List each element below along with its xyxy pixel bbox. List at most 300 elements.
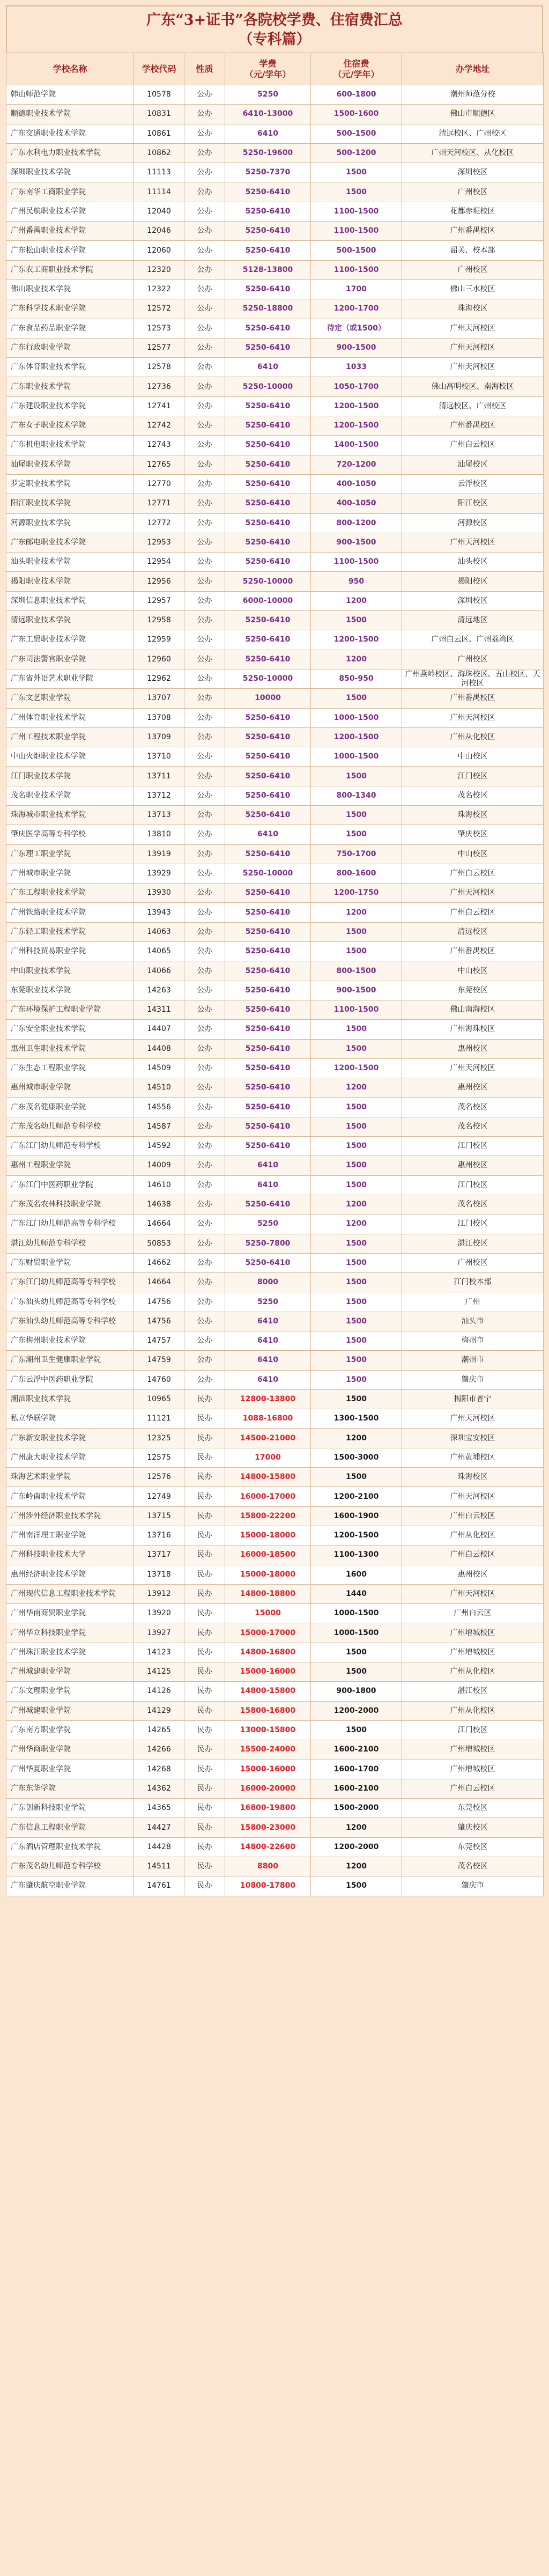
tuition-fee-cell: 16000-20000: [225, 1779, 311, 1798]
campus-location-cell: 广州: [402, 1292, 544, 1312]
school-type-cell: 公办: [184, 611, 225, 630]
header-code: 学校代码: [134, 53, 184, 85]
school-code-cell: 14509: [134, 1058, 184, 1078]
school-type-cell: 公办: [184, 572, 225, 591]
accommodation-fee-cell: 1200: [311, 1078, 402, 1098]
accommodation-fee-cell: 850-950: [311, 669, 402, 688]
school-name-cell: 广州涉外经济职业技术学院: [6, 1506, 134, 1526]
school-name-cell: 广东司法警官职业学院: [6, 650, 134, 669]
campus-location-cell: 广州番禺校区: [402, 689, 544, 708]
school-type-cell: 公办: [184, 786, 225, 805]
school-code-cell: 12957: [134, 591, 184, 610]
tuition-fee-cell: 5250-6410: [225, 1117, 311, 1136]
table-row: [6, 747, 544, 767]
school-code-cell: 12956: [134, 572, 184, 591]
accommodation-fee-cell: 1600-2100: [311, 1740, 402, 1760]
school-name-cell: 潮汕职业技术学院: [6, 1389, 134, 1409]
school-name-cell: 惠州经济职业技术学院: [6, 1565, 134, 1584]
accommodation-fee-cell: 1500: [311, 1273, 402, 1292]
tuition-fee-cell: 5250-6410: [225, 708, 311, 727]
school-code-cell: 11113: [134, 163, 184, 182]
accommodation-fee-cell: 1200-2000: [311, 1701, 402, 1720]
school-type-cell: 民办: [184, 1837, 225, 1857]
accommodation-fee-cell: 1100-1500: [311, 260, 402, 279]
accommodation-fee-cell: 1000-1500: [311, 1604, 402, 1623]
accommodation-fee-cell: 1500: [311, 689, 402, 708]
school-type-cell: 民办: [184, 1526, 225, 1545]
accommodation-fee-cell: 500-1200: [311, 143, 402, 163]
accommodation-fee-cell: 1500: [311, 1876, 402, 1896]
school-name-cell: 汕尾职业技术学院: [6, 455, 134, 474]
school-name-cell: 广东建设职业技术学院: [6, 396, 134, 416]
school-code-cell: 14664: [134, 1273, 184, 1292]
school-code-cell: 13707: [134, 689, 184, 708]
school-code-cell: 12770: [134, 474, 184, 494]
school-type-cell: 公办: [184, 884, 225, 903]
tuition-fee-cell: 15800-23000: [225, 1818, 311, 1837]
school-name-cell: 私立华联学院: [6, 1409, 134, 1429]
school-code-cell: 14311: [134, 1000, 184, 1019]
accommodation-fee-cell: 1500: [311, 1312, 402, 1331]
campus-location-cell: 揭阳市普宁: [402, 1389, 544, 1409]
tuition-fee-cell: 5250-7800: [225, 1234, 311, 1253]
school-type-cell: 公办: [184, 650, 225, 669]
school-type-cell: 公办: [184, 825, 225, 844]
accommodation-fee-cell: 1200-1500: [311, 416, 402, 436]
school-code-cell: 13712: [134, 786, 184, 805]
accommodation-fee-cell: 待定（或1500）: [311, 319, 402, 338]
school-type-cell: 公办: [184, 805, 225, 825]
tuition-fee-cell: 5250-6410: [225, 1195, 311, 1214]
table-row: [6, 1117, 544, 1136]
tuition-fee-cell: 5250-6410: [225, 786, 311, 805]
tuition-fee-cell: 5250-6410: [225, 922, 311, 941]
table-row: [6, 553, 544, 572]
campus-location-cell: 江门校区: [402, 767, 544, 786]
school-type-cell: 民办: [184, 1779, 225, 1798]
school-type-cell: 公办: [184, 922, 225, 941]
campus-location-cell: 广州白云区: [402, 1604, 544, 1623]
school-code-cell: 12040: [134, 202, 184, 221]
campus-location-cell: 广州天河校区: [402, 1058, 544, 1078]
school-code-cell: 13716: [134, 1526, 184, 1545]
tuition-fee-cell: 5250-6410: [225, 747, 311, 767]
school-name-cell: 广东汕头幼儿师范高等专科学校: [6, 1312, 134, 1331]
school-type-cell: 公办: [184, 1331, 225, 1351]
accommodation-fee-cell: 1100-1500: [311, 1000, 402, 1019]
school-name-cell: 广州体育职业技术学院: [6, 708, 134, 727]
school-code-cell: 50853: [134, 1234, 184, 1253]
tuition-fee-cell: 8000: [225, 1273, 311, 1292]
tuition-fee-cell: 6410: [225, 358, 311, 377]
school-name-cell: 广东文理职业学院: [6, 1682, 134, 1701]
school-name-cell: 广东体育职业技术学院: [6, 358, 134, 377]
school-name-cell: 广东文艺职业学院: [6, 689, 134, 708]
campus-location-cell: 广州校区: [402, 182, 544, 202]
school-code-cell: 12959: [134, 630, 184, 650]
school-code-cell: 13708: [134, 708, 184, 727]
tuition-fee-cell: 6410: [225, 1175, 311, 1195]
school-type-cell: 公办: [184, 163, 225, 182]
accommodation-fee-cell: 1500: [311, 1137, 402, 1156]
school-name-cell: 珠海城市职业技术学院: [6, 805, 134, 825]
school-name-cell: 广州华南商贸职业学院: [6, 1604, 134, 1623]
accommodation-fee-cell: 1600-1700: [311, 1760, 402, 1779]
tuition-fee-cell: 14800-22600: [225, 1837, 311, 1857]
school-code-cell: 14428: [134, 1837, 184, 1857]
school-name-cell: 广州南洋理工职业学院: [6, 1526, 134, 1545]
tuition-fee-cell: 5250-7370: [225, 163, 311, 182]
school-name-cell: 广州城建职业学院: [6, 1662, 134, 1682]
school-code-cell: 13715: [134, 1506, 184, 1526]
school-code-cell: 12322: [134, 279, 184, 299]
school-name-cell: 广东食品药品职业学院: [6, 319, 134, 338]
school-name-cell: 广东岭南职业技术学院: [6, 1487, 134, 1506]
school-code-cell: 13912: [134, 1584, 184, 1603]
school-type-cell: 民办: [184, 1799, 225, 1818]
table-row: [6, 572, 544, 591]
accommodation-fee-cell: 1200: [311, 591, 402, 610]
campus-location-cell: 广州从化校区: [402, 1526, 544, 1545]
school-code-cell: 13919: [134, 844, 184, 864]
school-type-cell: 公办: [184, 1292, 225, 1312]
tuition-fee-cell: 6410: [225, 825, 311, 844]
tuition-fee-cell: 5250-6410: [225, 436, 311, 455]
campus-location-cell: 揭阳校区: [402, 572, 544, 591]
school-type-cell: 公办: [184, 553, 225, 572]
school-code-cell: 13713: [134, 805, 184, 825]
school-name-cell: 广州城建职业学院: [6, 1701, 134, 1720]
accommodation-fee-cell: 1200: [311, 1215, 402, 1234]
school-type-cell: 公办: [184, 85, 225, 105]
school-type-cell: 公办: [184, 1156, 225, 1175]
school-name-cell: 广东行政职业学院: [6, 338, 134, 357]
accommodation-fee-cell: 500-1500: [311, 241, 402, 260]
school-name-cell: 广东生态工程职业学院: [6, 1058, 134, 1078]
school-type-cell: 公办: [184, 222, 225, 241]
accommodation-fee-cell: 1500: [311, 1292, 402, 1312]
campus-location-cell: 广州校区: [402, 260, 544, 279]
school-type-cell: 民办: [184, 1389, 225, 1409]
school-code-cell: 14756: [134, 1312, 184, 1331]
table-row: [6, 1487, 544, 1506]
school-code-cell: 14268: [134, 1760, 184, 1779]
campus-location-cell: 江门校区: [402, 1137, 544, 1156]
school-name-cell: 汕头职业技术学院: [6, 553, 134, 572]
school-type-cell: 民办: [184, 1448, 225, 1467]
school-name-cell: 广东理工职业学院: [6, 844, 134, 864]
tuition-fee-cell: 5250-6410: [225, 767, 311, 786]
school-name-cell: 佛山职业技术学院: [6, 279, 134, 299]
school-type-cell: 公办: [184, 669, 225, 688]
school-type-cell: 民办: [184, 1643, 225, 1662]
accommodation-fee-cell: 1700: [311, 279, 402, 299]
tuition-fee-cell: 1088-16800: [225, 1409, 311, 1429]
school-code-cell: 10861: [134, 124, 184, 143]
table-row: [6, 650, 544, 669]
school-code-cell: 14063: [134, 922, 184, 941]
school-name-cell: 广东信息工程职业学院: [6, 1818, 134, 1837]
school-type-cell: 民办: [184, 1545, 225, 1565]
school-type-cell: 公办: [184, 1195, 225, 1214]
school-code-cell: 14662: [134, 1253, 184, 1272]
campus-location-cell: 潮州师范分校: [402, 85, 544, 105]
campus-location-cell: 江门校区: [402, 1175, 544, 1195]
campus-location-cell: 广州白云校区: [402, 1506, 544, 1526]
school-name-cell: 江门职业技术学院: [6, 767, 134, 786]
tuition-fee-cell: 15800-22200: [225, 1506, 311, 1526]
table-row: [6, 961, 544, 981]
table-row: [6, 1565, 544, 1584]
table-row: [6, 474, 544, 494]
campus-location-cell: 汕头市: [402, 1312, 544, 1331]
tuition-fee-cell: 5250-6410: [225, 611, 311, 630]
school-name-cell: 广东水利电力职业技术学院: [6, 143, 134, 163]
school-code-cell: 10831: [134, 105, 184, 124]
school-name-cell: 广州城市职业学院: [6, 864, 134, 883]
school-code-cell: 13930: [134, 884, 184, 903]
accommodation-fee-cell: 1500: [311, 1117, 402, 1136]
school-type-cell: 民办: [184, 1506, 225, 1526]
tuition-fee-cell: 16800-19800: [225, 1799, 311, 1818]
table-row: [6, 981, 544, 1000]
school-name-cell: 惠州工程职业学院: [6, 1156, 134, 1175]
school-name-cell: 深圳职业技术学院: [6, 163, 134, 182]
accommodation-fee-cell: 400-1050: [311, 474, 402, 494]
campus-location-cell: 广州增城校区: [402, 1740, 544, 1760]
campus-location-cell: 东莞校区: [402, 981, 544, 1000]
school-type-cell: 公办: [184, 143, 225, 163]
table-row: [6, 1292, 544, 1312]
campus-location-cell: 珠海校区: [402, 299, 544, 319]
school-name-cell: 广东科学技术职业学院: [6, 299, 134, 319]
tuition-fee-cell: 5250-6410: [225, 182, 311, 202]
table-row: [6, 1818, 544, 1837]
accommodation-fee-cell: 1100-1300: [311, 1545, 402, 1565]
school-name-cell: 广东汕头幼儿师范高等专科学校: [6, 1292, 134, 1312]
school-code-cell: 14664: [134, 1215, 184, 1234]
table-row: [6, 1584, 544, 1603]
school-name-cell: 广东肇庆航空职业学院: [6, 1876, 134, 1896]
tuition-fee-cell: 15000-16000: [225, 1760, 311, 1779]
campus-location-cell: 佛山三水校区: [402, 279, 544, 299]
school-type-cell: 公办: [184, 319, 225, 338]
accommodation-fee-cell: 1000-1500: [311, 1623, 402, 1643]
accommodation-fee-cell: 1200: [311, 1857, 402, 1876]
school-code-cell: 12736: [134, 377, 184, 396]
school-code-cell: 12765: [134, 455, 184, 474]
tuition-fee-cell: 5250-6410: [225, 416, 311, 436]
school-name-cell: 广东工贸职业技术学院: [6, 630, 134, 650]
tuition-fee-cell: 5250: [225, 1292, 311, 1312]
campus-location-cell: 广州天河校区: [402, 319, 544, 338]
school-code-cell: 14511: [134, 1857, 184, 1876]
campus-location-cell: 惠州校区: [402, 1565, 544, 1584]
school-name-cell: 惠州城市职业学院: [6, 1078, 134, 1098]
accommodation-fee-cell: 1200: [311, 1195, 402, 1214]
page-title: [6, 5, 543, 53]
header-fee: 学费 （元/学年）: [225, 53, 311, 85]
school-name-cell: 广东梅州职业技术学院: [6, 1331, 134, 1351]
table-row: [6, 85, 544, 105]
tuition-fee-cell: 5250-10000: [225, 377, 311, 396]
school-name-cell: 广东潮州卫生健康职业学院: [6, 1351, 134, 1370]
school-type-cell: 公办: [184, 903, 225, 922]
school-code-cell: 10578: [134, 85, 184, 105]
table-row: [6, 1215, 544, 1234]
header-location: 办学地址: [402, 53, 544, 85]
accommodation-fee-cell: 1500: [311, 611, 402, 630]
title-main: 广东“3+证书”各院校学费、住宿费汇总: [146, 12, 403, 28]
tuition-fee-cell: 5250-6410: [225, 396, 311, 416]
tuition-fee-cell: 5250-6410: [225, 1098, 311, 1117]
table-row: [6, 241, 544, 260]
accommodation-fee-cell: 800-1600: [311, 864, 402, 883]
tuition-fee-cell: 5250-6410: [225, 650, 311, 669]
school-type-cell: 公办: [184, 533, 225, 552]
table-row: [6, 611, 544, 630]
school-code-cell: 13920: [134, 1604, 184, 1623]
school-code-cell: 12953: [134, 533, 184, 552]
school-code-cell: 14757: [134, 1331, 184, 1351]
tuition-fee-cell: 5250-6410: [225, 533, 311, 552]
school-type-cell: 民办: [184, 1409, 225, 1429]
tuition-fee-cell: 14800-18800: [225, 1584, 311, 1603]
table-row: [6, 591, 544, 610]
table-row: [6, 1876, 544, 1896]
campus-location-cell: 广州增城校区: [402, 1623, 544, 1643]
school-name-cell: 广东江门幼儿师范高等专科学校: [6, 1215, 134, 1234]
school-code-cell: 14408: [134, 1039, 184, 1058]
school-code-cell: 12046: [134, 222, 184, 241]
campus-location-cell: 肇庆校区: [402, 825, 544, 844]
school-name-cell: 珠海艺术职业学院: [6, 1468, 134, 1487]
table-row: [6, 786, 544, 805]
school-type-cell: 公办: [184, 1215, 225, 1234]
school-code-cell: 13711: [134, 767, 184, 786]
school-code-cell: 12958: [134, 611, 184, 630]
table-row: [6, 1506, 544, 1526]
table-row: [6, 1175, 544, 1195]
school-name-cell: 广东松山职业技术学院: [6, 241, 134, 260]
tuition-fee-cell: 13000-15800: [225, 1720, 311, 1740]
tuition-fee-cell: 5250-19600: [225, 143, 311, 163]
tuition-fee-cell: 10800-17800: [225, 1876, 311, 1896]
school-name-cell: 广东茂名农林科技职业学院: [6, 1195, 134, 1214]
accommodation-fee-cell: 1200-1500: [311, 396, 402, 416]
accommodation-fee-cell: 1200-1700: [311, 299, 402, 319]
school-name-cell: 广州现代信息工程职业技术学院: [6, 1584, 134, 1603]
campus-location-cell: 茂名校区: [402, 786, 544, 805]
school-name-cell: 广东职业技术学院: [6, 377, 134, 396]
school-name-cell: 湛江幼儿师范专科学校: [6, 1234, 134, 1253]
table-row: [6, 377, 544, 396]
table-row: [6, 1078, 544, 1098]
school-type-cell: 公办: [184, 124, 225, 143]
tuition-fee-cell: 5250-18800: [225, 299, 311, 319]
school-name-cell: 广州铁路职业技术学院: [6, 903, 134, 922]
school-code-cell: 14125: [134, 1662, 184, 1682]
school-type-cell: 公办: [184, 416, 225, 436]
campus-location-cell: 惠州校区: [402, 1156, 544, 1175]
campus-location-cell: 珠海校区: [402, 1468, 544, 1487]
accommodation-fee-cell: 1500: [311, 1370, 402, 1389]
school-code-cell: 12771: [134, 494, 184, 513]
school-name-cell: 罗定职业技术学院: [6, 474, 134, 494]
accommodation-fee-cell: 1500: [311, 1234, 402, 1253]
school-type-cell: 公办: [184, 1078, 225, 1098]
table-row: [6, 260, 544, 279]
school-code-cell: 12742: [134, 416, 184, 436]
school-code-cell: 14407: [134, 1020, 184, 1039]
campus-location-cell: 茂名校区: [402, 1117, 544, 1136]
tuition-fee-cell: 5250-6410: [225, 805, 311, 825]
tuition-fee-cell: 5250-10000: [225, 669, 311, 688]
school-code-cell: 14610: [134, 1175, 184, 1195]
school-name-cell: 广东南华工商职业学院: [6, 182, 134, 202]
school-type-cell: 公办: [184, 1039, 225, 1058]
accommodation-fee-cell: 1500: [311, 1331, 402, 1351]
school-name-cell: 东莞职业技术学院: [6, 981, 134, 1000]
school-type-cell: 公办: [184, 358, 225, 377]
accommodation-fee-cell: 900-1800: [311, 1682, 402, 1701]
tuition-fee-cell: 5250-10000: [225, 572, 311, 591]
school-name-cell: 广东创新科技职业学院: [6, 1799, 134, 1818]
campus-location-cell: 广州白云校区: [402, 436, 544, 455]
school-type-cell: 民办: [184, 1468, 225, 1487]
tuition-fee-cell: 5250-6410: [225, 844, 311, 864]
accommodation-fee-cell: 1200-1500: [311, 1526, 402, 1545]
school-type-cell: 公办: [184, 1312, 225, 1331]
campus-location-cell: 花都赤坭校区: [402, 202, 544, 221]
school-code-cell: 13717: [134, 1545, 184, 1565]
tuition-fee-cell: 5250-6410: [225, 1137, 311, 1156]
accommodation-fee-cell: 1200-1500: [311, 727, 402, 747]
table-row: [6, 494, 544, 513]
campus-location-cell: 广州天河校区、从化校区: [402, 143, 544, 163]
accommodation-fee-cell: 1000-1500: [311, 708, 402, 727]
tuition-fee-cell: 16000-18500: [225, 1545, 311, 1565]
campus-location-cell: 汕头校区: [402, 553, 544, 572]
accommodation-fee-cell: 1600: [311, 1565, 402, 1584]
table-row: [6, 1468, 544, 1487]
table-row: [6, 689, 544, 708]
tuition-fee-cell: 14500-21000: [225, 1429, 311, 1448]
campus-location-cell: 云浮校区: [402, 474, 544, 494]
tuition-fee-cell: 5250-6410: [225, 942, 311, 961]
school-name-cell: 广东女子职业技术学院: [6, 416, 134, 436]
table-row: [6, 1234, 544, 1253]
school-code-cell: 12772: [134, 513, 184, 533]
school-name-cell: 广州科技职业技术大学: [6, 1545, 134, 1565]
accommodation-fee-cell: 1200-2100: [311, 1487, 402, 1506]
campus-location-cell: 广州天河校区: [402, 1487, 544, 1506]
campus-location-cell: 广州天河校区: [402, 1584, 544, 1603]
school-name-cell: 广东邮电职业技术学院: [6, 533, 134, 552]
accommodation-fee-cell: 950: [311, 572, 402, 591]
school-type-cell: 民办: [184, 1818, 225, 1837]
table-row: [6, 416, 544, 436]
school-code-cell: 14129: [134, 1701, 184, 1720]
table-row: [6, 903, 544, 922]
school-type-cell: 公办: [184, 1058, 225, 1078]
table-row: [6, 105, 544, 124]
tuition-fee-cell: 10000: [225, 689, 311, 708]
school-name-cell: 广州康大职业技术学院: [6, 1448, 134, 1467]
tuition-fee-cell: 14800-15800: [225, 1468, 311, 1487]
campus-location-cell: 广州白云区、广州荔湾区: [402, 630, 544, 650]
school-name-cell: 广东江门幼儿师范高等专科学校: [6, 1273, 134, 1292]
